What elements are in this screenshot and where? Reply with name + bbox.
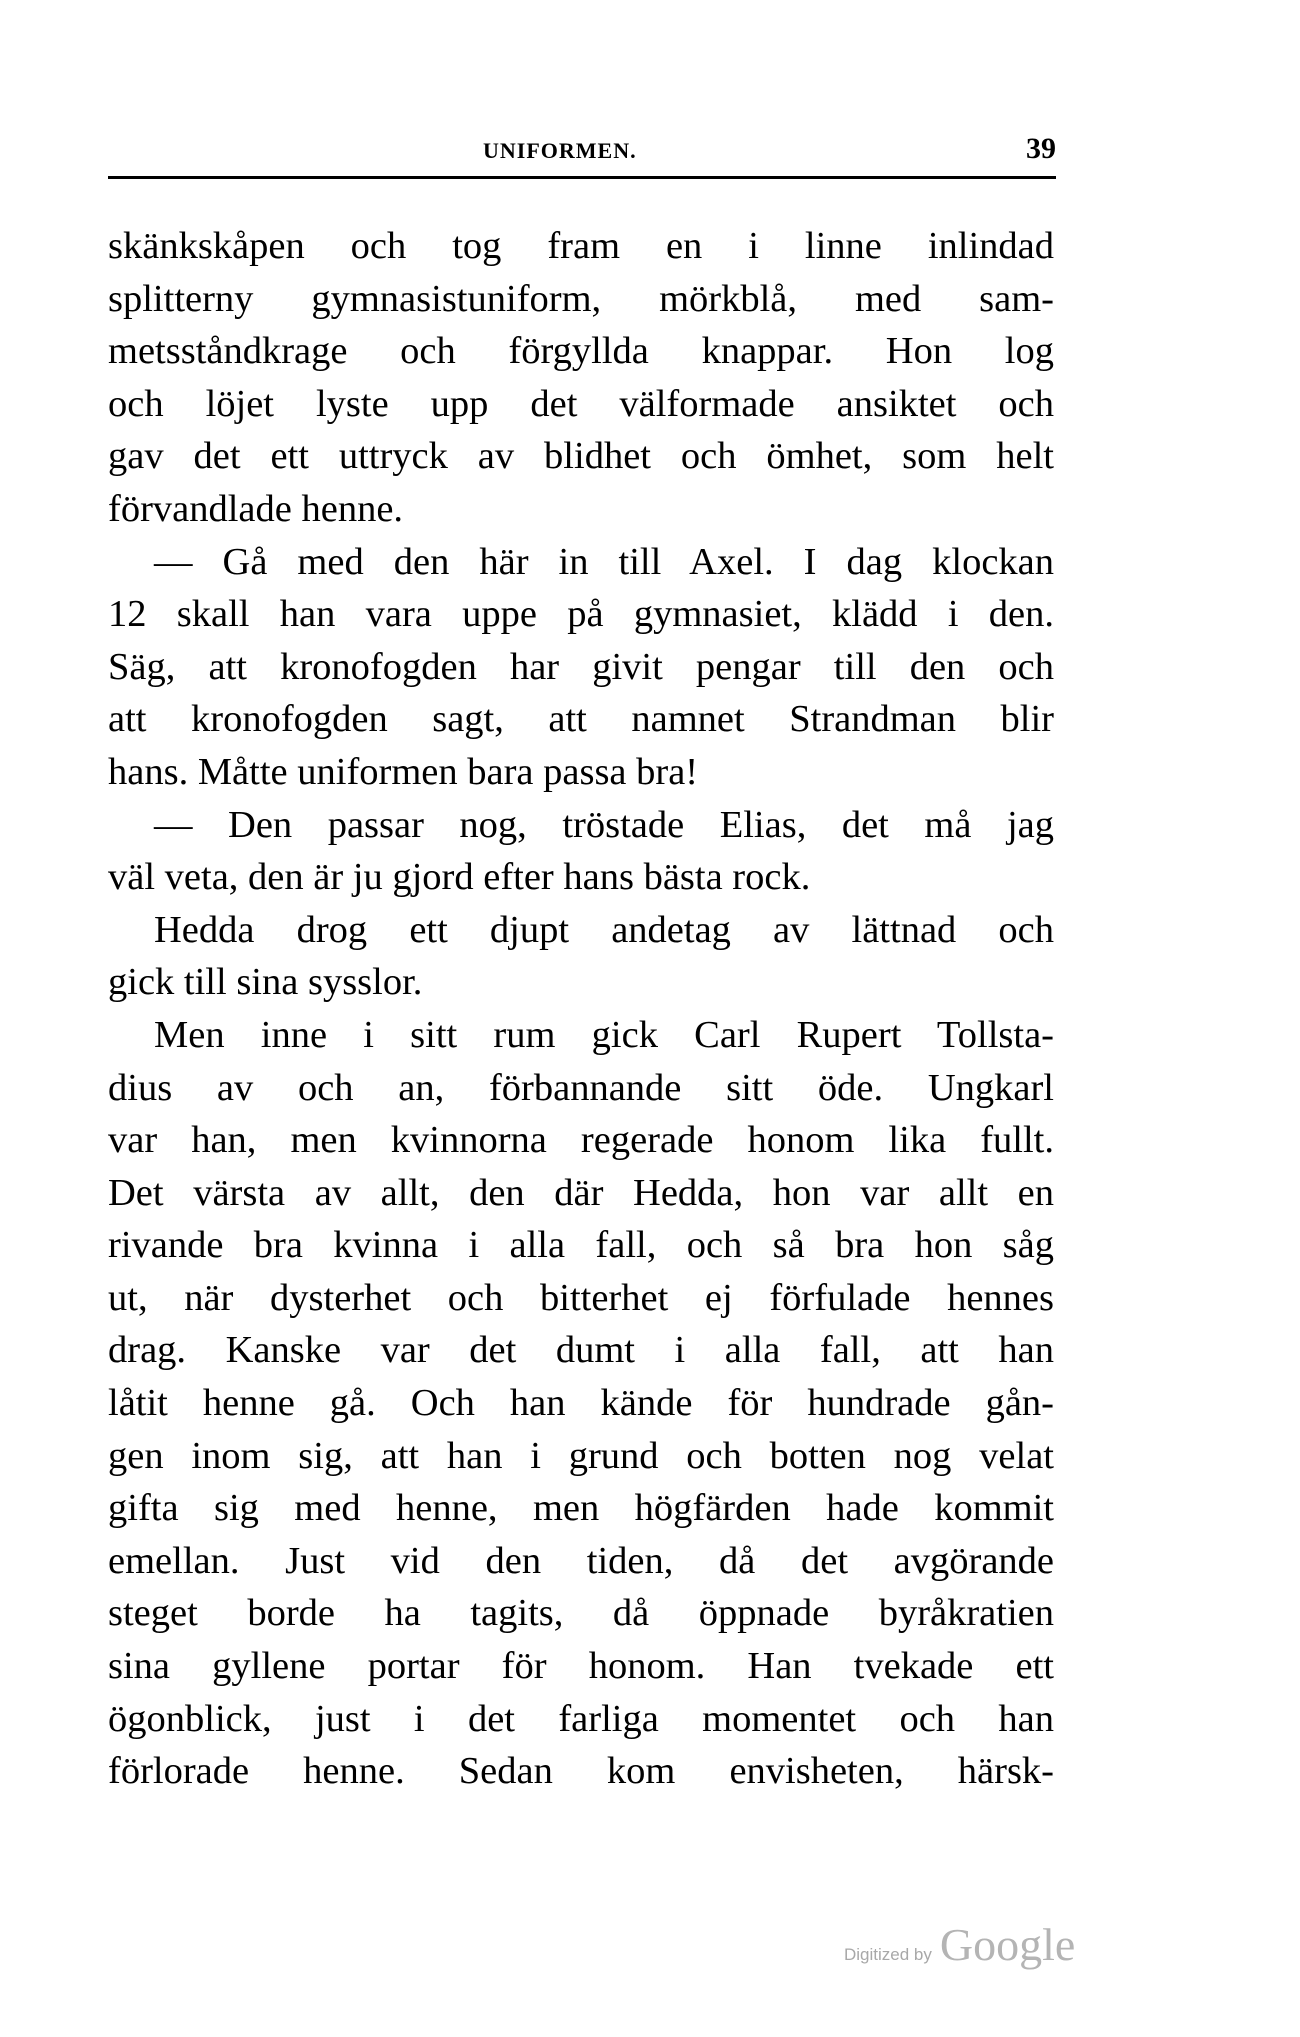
digitized-watermark xyxy=(844,1918,1075,1971)
text-line: gav det ett uttryck av blidhet och ömhet, som helt xyxy=(108,435,1054,478)
text-line: var han, men kvinnorna regerade honom lika fullt. xyxy=(108,1119,1054,1162)
text-line: gifta sig med henne, men högfärden hade kommit xyxy=(108,1487,1054,1530)
text-line: låtit henne gå. Och han kände för hundrade gån- xyxy=(108,1382,1054,1425)
text-line: — Den passar nog, tröstade Elias, det må jag xyxy=(154,803,1054,846)
text-line: Det värsta av allt, den där Hedda, hon var allt en xyxy=(108,1171,1054,1214)
text-line: ut, när dysterhet och bitterhet ej förfulade hennes xyxy=(108,1276,1054,1319)
text-line: steget borde ha tagits, då öppnade byråkratien xyxy=(108,1592,1054,1635)
text-line: förlorade henne. Sedan kom envisheten, härsk- xyxy=(108,1750,1054,1793)
text-line: dius av och an, förbannande sitt öde. Ungkarl xyxy=(108,1066,1054,1109)
text-line: Men inne i sitt rum gick Carl Rupert Tollsta- xyxy=(154,1013,1054,1056)
text-line: 12 skall han vara uppe på gymnasiet, klädd i den. xyxy=(108,593,1054,636)
page-number: 39 xyxy=(1026,132,1056,165)
running-title: UNIFORMEN. xyxy=(483,138,637,163)
text-line: gick till sina sysslor. xyxy=(108,961,423,1004)
text-line: metsståndkrage och förgyllda knappar. Hon log xyxy=(108,330,1054,373)
text-line: sina gyllene portar för honom. Han tvekade ett xyxy=(108,1645,1054,1688)
body-text xyxy=(108,220,1054,1798)
text-line: — Gå med den här in till Axel. I dag klockan xyxy=(154,540,1054,583)
header-rule xyxy=(108,176,1056,179)
text-line: rivande bra kvinna i alla fall, och så bra hon såg xyxy=(108,1224,1054,1267)
watermark-prefix: Digitized by xyxy=(844,1945,932,1964)
text-line: hans. Måtte uniformen bara passa bra! xyxy=(108,750,699,793)
text-line: och löjet lyste upp det välformade ansiktet och xyxy=(108,382,1054,425)
text-line: drag. Kanske var det dumt i alla fall, att han xyxy=(108,1329,1054,1372)
text-line: splitterny gymnasistuniform, mörkblå, med sam- xyxy=(108,277,1054,320)
text-line: Hedda drog ett djupt andetag av lättnad och xyxy=(154,908,1054,951)
text-line: gen inom sig, att han i grund och botten nog velat xyxy=(108,1434,1054,1477)
text-line: att kronofogden sagt, att namnet Strandman blir xyxy=(108,698,1054,741)
text-line: väl veta, den är ju gjord efter hans bästa rock. xyxy=(108,856,811,899)
text-line: Säg, att kronofogden har givit pengar till den och xyxy=(108,645,1054,688)
text-line: förvandlade henne. xyxy=(108,487,404,530)
text-line: emellan. Just vid den tiden, då det avgörande xyxy=(108,1539,1054,1582)
text-line: skänkskåpen och tog fram en i linne inlindad xyxy=(108,225,1054,267)
watermark-brand: Google xyxy=(939,1919,1076,1970)
running-head xyxy=(108,132,1056,178)
text-line: ögonblick, just i det farliga momentet och han xyxy=(108,1697,1054,1740)
